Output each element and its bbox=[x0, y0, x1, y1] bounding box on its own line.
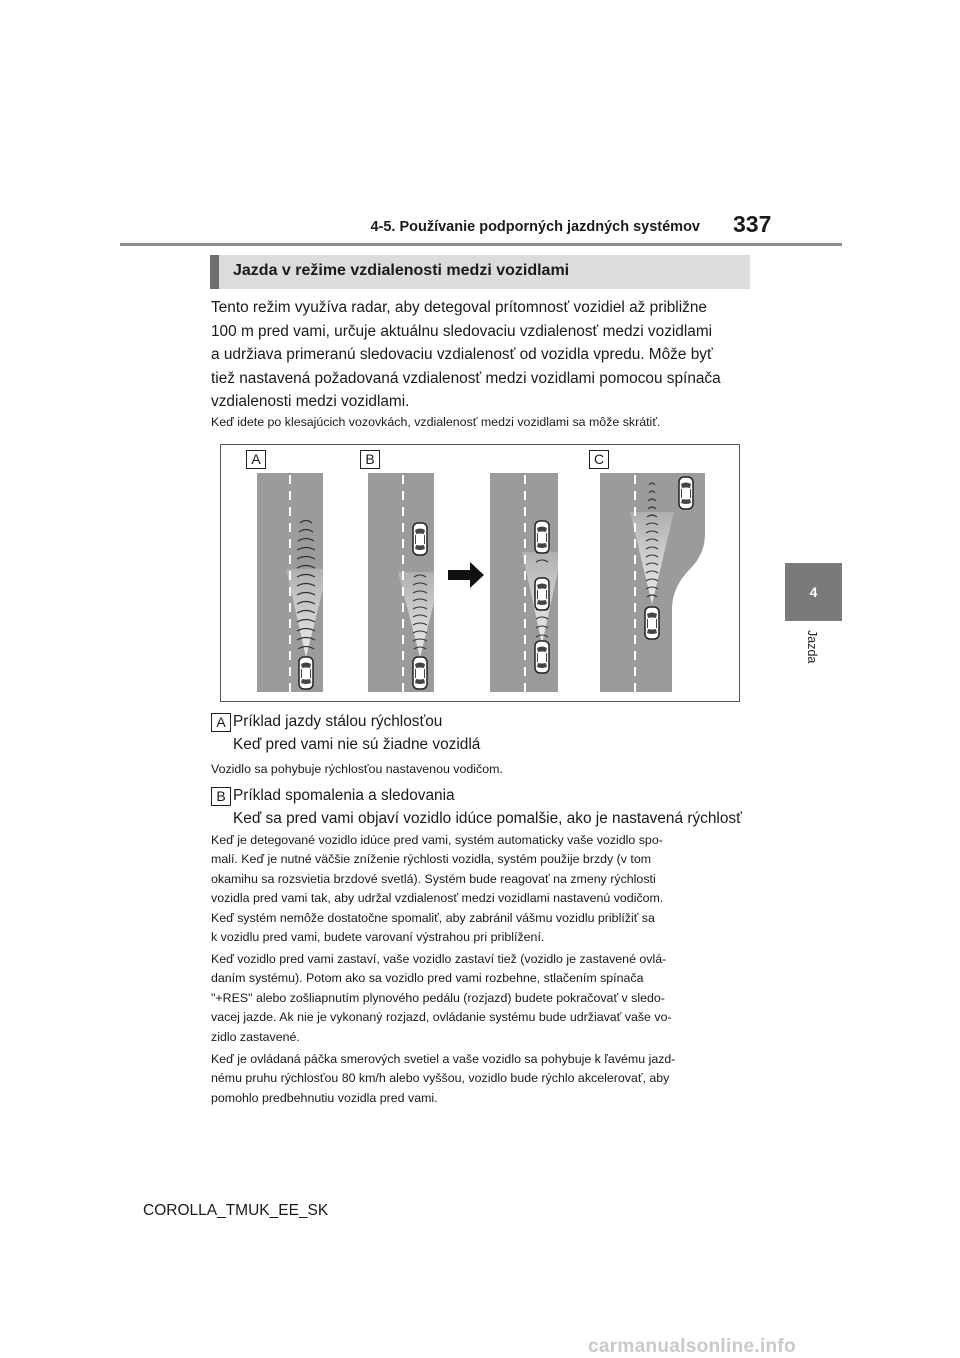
paragraph-line: Keď je detegované vozidlo idúce pred vami, systém automaticky vaše vozidlo spo- bbox=[211, 833, 663, 847]
downhill-note: Keď idete po klesajúcich vozovkách, vzdialenosť medzi vozidlami sa môže skrátiť. bbox=[211, 415, 661, 429]
header-section-title: 4-5. Používanie podporných jazdných systémov bbox=[370, 219, 700, 235]
transition-arrow bbox=[448, 562, 484, 588]
item-a-letter: A bbox=[211, 713, 231, 732]
figure-label-a: A bbox=[246, 450, 266, 469]
header-rule bbox=[120, 243, 842, 246]
intro-paragraph bbox=[211, 296, 761, 414]
item-a-heading bbox=[211, 711, 480, 756]
paragraph-line: nému pruhu rýchlosťou 80 km/h alebo vyššou, vozidlo bude rýchlo akcelerovať, aby bbox=[211, 1071, 670, 1086]
item-a-subtitle: Keď pred vami nie sú žiadne vozidlá bbox=[233, 735, 481, 753]
item-b-title: Príklad spomalenia a sledovania bbox=[233, 787, 455, 804]
intro-line: Tento režim využíva radar, aby detegoval prítomnosť vozidiel až približne bbox=[211, 299, 707, 316]
footer-doc-id: COROLLA_TMUK_EE_SK bbox=[143, 1202, 329, 1219]
item-b-paragraph-2 bbox=[211, 950, 771, 1047]
paragraph-line: malí. Keď je nutné väčšie zníženie rýchlosti vozidla, systém použije brzdy (v tom bbox=[211, 852, 652, 867]
paragraph-line: Keď vozidlo pred vami zastaví, vaše vozidlo zastaví tiež (vozidlo je zastavené ovlá- bbox=[211, 952, 667, 966]
intro-line: tiež nastavená požadovaná vzdialenosť medzi vozidlami pomocou spínača bbox=[211, 369, 721, 387]
item-b-heading bbox=[211, 785, 742, 830]
road-diagram bbox=[220, 444, 740, 702]
paragraph-line: "+RES" alebo zošliapnutím plynového pedálu (rozjazd) budete pokračovať v sledo- bbox=[211, 990, 665, 1005]
paragraph-line: pomohlo predbehnutiu vozidla pred vami. bbox=[211, 1090, 438, 1105]
item-b-letter: B bbox=[211, 787, 231, 806]
page-number: 337 bbox=[733, 211, 772, 237]
item-b-paragraph-1 bbox=[211, 831, 771, 947]
paragraph-line: zidlo zastavené. bbox=[211, 1029, 300, 1044]
chapter-label: Jazda bbox=[805, 630, 819, 664]
item-b-paragraph-3 bbox=[211, 1050, 771, 1108]
chapter-tab[interactable] bbox=[785, 563, 842, 621]
paragraph-line: Keď systém nemôže dostatočne spomaliť, aby zabránil vášmu vozidlu priblížiť sa bbox=[211, 910, 655, 925]
paragraph-line: vozidla pred vami tak, aby udržal vzdialenosť medzi vozidlami nastavenú vodičom. bbox=[211, 891, 664, 906]
intro-line: vzdialenosti medzi vozidlami. bbox=[211, 393, 410, 410]
chapter-number: 4 bbox=[809, 584, 818, 600]
item-b-subtitle: Keď sa pred vami objaví vozidlo idúce pomalšie, ako je nastavená rýchlosť bbox=[233, 809, 742, 827]
paragraph-line: Keď je ovládaná páčka smerových svetiel a vaše vozidlo sa pohybuje k ľavému jazd- bbox=[211, 1052, 676, 1066]
watermark: carmanualsonline.info bbox=[588, 1336, 796, 1357]
illustration bbox=[220, 444, 740, 702]
item-a-title: Príklad jazdy stálou rýchlosťou bbox=[233, 713, 443, 730]
paragraph-line: k vozidlu pred vami, budete varovaní výstrahou pri priblížení. bbox=[211, 930, 545, 945]
paragraph-line: daním systému). Potom ako sa vozidlo pred vami rozbehne, stlačením spínača bbox=[211, 971, 644, 986]
section-title: Jazda v režime vzdialenosti medzi vozidlami bbox=[233, 262, 570, 279]
intro-line: a udržiava primeranú sledovaciu vzdialenosť od vozidla vpredu. Môže byť bbox=[211, 346, 713, 363]
figure-label-c: C bbox=[589, 450, 609, 469]
item-a-body-line: Vozidlo sa pohybuje rýchlosťou nastavenou vodičom. bbox=[211, 762, 503, 776]
figure-label-b: B bbox=[360, 450, 380, 469]
paragraph-line: okamihu sa rozsvietia brzdové svetlá). Systém bude reagovať na zmeny rýchlosti bbox=[211, 871, 656, 886]
section-heading-box bbox=[210, 255, 750, 289]
item-a-body bbox=[211, 760, 771, 779]
intro-line: 100 m pred vami, určuje aktuálnu sledovaciu vzdialenosť medzi vozidlami bbox=[211, 322, 713, 340]
paragraph-line: vacej jazde. Ak nie je vykonaný rozjazd, ovládanie systému bude udržiavať vaše vo- bbox=[211, 1010, 672, 1025]
